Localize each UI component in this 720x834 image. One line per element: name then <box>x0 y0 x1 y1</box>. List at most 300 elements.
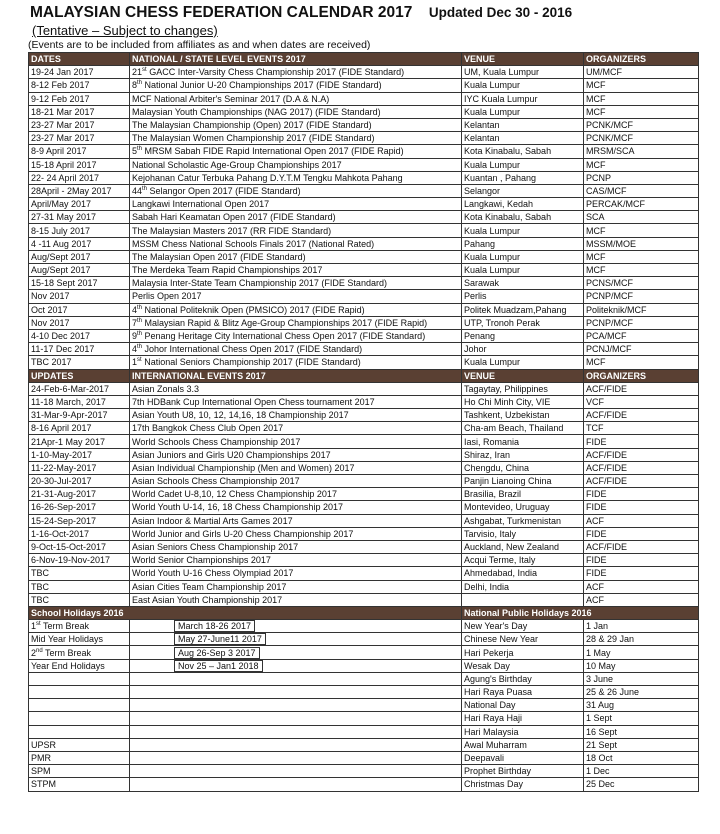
school-holiday-dates <box>130 620 462 633</box>
event-organizer: MCF <box>584 79 699 92</box>
event-name-text: GACC Inter-Varsity Chess Championship 2017 (FIDE Standard) <box>146 67 405 78</box>
school-holiday-label-text: UPSR <box>31 739 57 750</box>
event-venue: Shiraz, Iran <box>462 448 584 461</box>
event-name: World Senior Championships 2017 <box>130 554 462 567</box>
international-event-row <box>29 382 699 395</box>
event-name <box>130 132 462 145</box>
event-venue: Langkawi, Kedah <box>462 198 584 211</box>
event-name-text: MCF National Arbiter's Seminar 2017 (D.A & N.A) <box>132 93 330 104</box>
national-event-row <box>29 184 699 197</box>
public-holiday-date: 25 Dec <box>584 778 699 791</box>
public-holiday-name: Wesak Day <box>462 659 584 672</box>
event-name <box>130 118 462 131</box>
event-venue: Ho Chi Minh City, VIE <box>462 395 584 408</box>
national-event-row <box>29 92 699 105</box>
international-event-row <box>29 475 699 488</box>
international-event-row <box>29 422 699 435</box>
school-holiday-label-ordinal-suffix: nd <box>36 647 43 654</box>
event-venue: Kota Kinabalu, Sabah <box>462 145 584 158</box>
event-name-ordinal-suffix: st <box>137 357 142 364</box>
holidays-header-row <box>29 606 699 619</box>
event-date: Aug/Sept 2017 <box>29 264 130 277</box>
event-date: 22- 24 April 2017 <box>29 171 130 184</box>
event-name <box>130 171 462 184</box>
event-name-ordinal-suffix: th <box>137 344 143 351</box>
public-holiday-date: 10 May <box>584 659 699 672</box>
event-name: World Cadet U-8,10, 12 Chess Championship 2017 <box>130 488 462 501</box>
event-organizer: ACF/FIDE <box>584 461 699 474</box>
event-organizer: PCNS/MCF <box>584 277 699 290</box>
event-organizer: PCNK/MCF <box>584 132 699 145</box>
school-holiday-label <box>29 686 130 699</box>
event-organizer: PERCAK/MCF <box>584 198 699 211</box>
event-date: 28April - 2May 2017 <box>29 184 130 197</box>
school-holiday-label-text: Year End Holidays <box>31 660 105 671</box>
event-name <box>130 329 462 342</box>
event-name-text: Malaysian Rapid & Blitz Age-Group Championships 2017 (FIDE Rapid) <box>142 317 428 328</box>
school-holiday-label <box>29 646 130 659</box>
public-holiday-name: Agung's Birthday <box>462 672 584 685</box>
event-venue: Delhi, India <box>462 580 584 593</box>
event-organizer: ACF <box>584 580 699 593</box>
event-venue: Iasi, Romania <box>462 435 584 448</box>
holiday-row <box>29 751 699 764</box>
event-name-text: National Seniors Championship 2017 (FIDE Standard) <box>141 357 361 368</box>
event-date: Nov 2017 <box>29 316 130 329</box>
event-organizer: FIDE <box>584 527 699 540</box>
event-date: 18-21 Mar 2017 <box>29 105 130 118</box>
event-name <box>130 343 462 356</box>
school-holiday-dates <box>130 633 462 646</box>
holiday-row <box>29 699 699 712</box>
school-holiday-dates <box>130 765 462 778</box>
event-name-text: Sabah Hari Keamatan Open 2017 (FIDE Standard) <box>132 212 336 223</box>
event-name-ordinal-suffix: th <box>137 304 143 311</box>
national-event-row <box>29 290 699 303</box>
national-event-row <box>29 118 699 131</box>
event-name: Asian Seniors Chess Championship 2017 <box>130 540 462 553</box>
holiday-row <box>29 778 699 791</box>
public-holiday-name: Hari Pekerja <box>462 646 584 659</box>
event-date: 15-24-Sep-2017 <box>29 514 130 527</box>
school-holiday-label <box>29 712 130 725</box>
public-holiday-date: 3 June <box>584 672 699 685</box>
event-name: World Youth U-14, 16, 18 Chess Championship 2017 <box>130 501 462 514</box>
event-name-text: Malaysian Youth Championships (NAG 2017) (FIDE Standard) <box>132 106 381 117</box>
holiday-row <box>29 646 699 659</box>
event-venue: Politek Muadzam,Pahang <box>462 303 584 316</box>
event-organizer: MCF <box>584 356 699 369</box>
event-name-text: MRSM Sabah FIDE Rapid International Open 2017 (FIDE Rapid) <box>142 146 404 157</box>
event-date: 20-30-Jul-2017 <box>29 475 130 488</box>
school-holiday-dates <box>130 712 462 725</box>
international-header-organizers: ORGANIZERS <box>584 369 699 382</box>
event-name <box>130 184 462 197</box>
event-date: 4 -11 Aug 2017 <box>29 237 130 250</box>
event-date: 9-12 Feb 2017 <box>29 92 130 105</box>
event-venue: Kuala Lumpur <box>462 356 584 369</box>
national-event-row <box>29 356 699 369</box>
school-holiday-label <box>29 672 130 685</box>
holiday-row <box>29 659 699 672</box>
public-holiday-name: Hari Raya Haji <box>462 712 584 725</box>
national-header-venue: VENUE <box>462 53 584 66</box>
international-event-row <box>29 540 699 553</box>
event-name: Asian Indoor & Martial Arts Games 2017 <box>130 514 462 527</box>
event-date: 23-27 Mar 2017 <box>29 132 130 145</box>
event-organizer: FIDE <box>584 501 699 514</box>
national-event-row <box>29 145 699 158</box>
school-holiday-date-box: Nov 25 – Jan1 2018 <box>174 660 263 672</box>
event-name <box>130 66 462 79</box>
public-holiday-date: 1 May <box>584 646 699 659</box>
public-holiday-name: National Day <box>462 699 584 712</box>
event-date: 9-Oct-15-Oct-2017 <box>29 540 130 553</box>
national-event-row <box>29 79 699 92</box>
event-name-ordinal: 4 <box>132 344 138 355</box>
school-holiday-label <box>29 659 130 672</box>
event-organizer: MCF <box>584 105 699 118</box>
event-organizer: MCF <box>584 264 699 277</box>
event-organizer: PCA/MCF <box>584 329 699 342</box>
event-name-text: The Malaysian Women Championship 2017 (FIDE Standard) <box>132 133 375 144</box>
event-date: TBC 2017 <box>29 356 130 369</box>
international-event-row <box>29 395 699 408</box>
event-date: 8-9 April 2017 <box>29 145 130 158</box>
event-venue: Tarvisio, Italy <box>462 527 584 540</box>
school-holiday-dates <box>130 699 462 712</box>
event-name <box>130 105 462 118</box>
school-holiday-dates <box>130 725 462 738</box>
event-date: 15-18 Sept 2017 <box>29 277 130 290</box>
event-name <box>130 237 462 250</box>
event-venue: Kuala Lumpur <box>462 250 584 263</box>
event-venue: UTP, Tronoh Perak <box>462 316 584 329</box>
public-holiday-name: Deepavali <box>462 751 584 764</box>
event-venue: Brasilia, Brazil <box>462 488 584 501</box>
event-date: April/May 2017 <box>29 198 130 211</box>
event-name-text: Johor International Chess Open 2017 (FIDE Standard) <box>142 344 363 355</box>
event-name: World Youth U-16 Chess Olympiad 2017 <box>130 567 462 580</box>
event-name-text: National Politeknik Open (PMSICO) 2017 (FIDE Rapid) <box>142 304 365 315</box>
event-venue: Pahang <box>462 237 584 250</box>
event-name-ordinal: 7 <box>132 317 138 328</box>
event-name-text: MSSM Chess National Schools Finals 2017 (National Rated) <box>132 238 375 249</box>
calendar-table <box>28 52 699 792</box>
event-name-text: Perlis Open 2017 <box>132 291 202 302</box>
event-name: Asian Zonals 3.3 <box>130 382 462 395</box>
event-name-ordinal: 8 <box>132 80 138 91</box>
event-name: 7th HDBank Cup International Open Chess tournament 2017 <box>130 395 462 408</box>
event-venue: UM, Kuala Lumpur <box>462 66 584 79</box>
event-name <box>130 290 462 303</box>
national-header-organizers: ORGANIZERS <box>584 53 699 66</box>
event-date: 15-18 April 2017 <box>29 158 130 171</box>
event-name-ordinal-suffix: st <box>142 67 147 74</box>
holiday-row <box>29 633 699 646</box>
event-date: 19-24 Jan 2017 <box>29 66 130 79</box>
event-date: 11-22-May-2017 <box>29 461 130 474</box>
event-venue: IYC Kuala Lumpur <box>462 92 584 105</box>
school-holiday-label <box>29 699 130 712</box>
events-note: (Events are to be included from affiliates as and when dates are received) <box>28 39 371 51</box>
event-name <box>130 250 462 263</box>
event-date: 8-15 July 2017 <box>29 224 130 237</box>
event-venue: Kuala Lumpur <box>462 105 584 118</box>
page-title: MALAYSIAN CHESS FEDERATION CALENDAR 2017 <box>30 4 413 21</box>
international-event-row <box>29 448 699 461</box>
international-header-row <box>29 369 699 382</box>
public-holiday-date: 16 Sept <box>584 725 699 738</box>
holiday-row <box>29 738 699 751</box>
national-event-row <box>29 316 699 329</box>
event-venue: Panjin Lianoing China <box>462 475 584 488</box>
national-event-row <box>29 105 699 118</box>
event-organizer: FIDE <box>584 567 699 580</box>
event-organizer: PCNP <box>584 171 699 184</box>
event-organizer: ACF/FIDE <box>584 540 699 553</box>
event-name-text: Langkawi International Open 2017 <box>132 199 270 210</box>
event-venue: Kuala Lumpur <box>462 79 584 92</box>
event-date: 23-27 Mar 2017 <box>29 118 130 131</box>
school-holiday-label <box>29 725 130 738</box>
event-name-text: The Malaysian Masters 2017 (RR FIDE Standard) <box>132 225 332 236</box>
updated-date: Updated Dec 30 - 2016 <box>428 5 573 20</box>
school-holiday-label-text: STPM <box>31 779 57 790</box>
event-date: 16-26-Sep-2017 <box>29 501 130 514</box>
event-venue: Kuantan , Pahang <box>462 171 584 184</box>
holiday-row <box>29 765 699 778</box>
public-holiday-date: 28 & 29 Jan <box>584 633 699 646</box>
event-name-ordinal: 44 <box>132 185 143 196</box>
national-event-row <box>29 277 699 290</box>
event-venue: Perlis <box>462 290 584 303</box>
event-venue: Auckland, New Zealand <box>462 540 584 553</box>
school-holiday-dates <box>130 751 462 764</box>
public-holiday-date: 31 Aug <box>584 699 699 712</box>
event-name-text: Kejohanan Catur Terbuka Pahang D.Y.T.M Tengku Mahkota Pahang <box>132 172 403 183</box>
public-holiday-date: 1 Jan <box>584 620 699 633</box>
event-name-text: National Scholastic Age-Group Championships 2017 <box>132 159 342 170</box>
event-venue: Sarawak <box>462 277 584 290</box>
national-event-row <box>29 158 699 171</box>
international-event-row <box>29 567 699 580</box>
school-holiday-label-text: PMR <box>31 753 51 764</box>
school-holiday-dates <box>130 738 462 751</box>
event-organizer: MCF <box>584 158 699 171</box>
public-holiday-name: Christmas Day <box>462 778 584 791</box>
international-event-row <box>29 488 699 501</box>
event-organizer: UM/MCF <box>584 66 699 79</box>
event-name <box>130 211 462 224</box>
school-holiday-date-box: Aug 26-Sep 3 2017 <box>174 647 260 659</box>
school-holiday-dates <box>130 646 462 659</box>
event-name-text: Penang Heritage City International Chess Open 2017 (FIDE Standard) <box>142 331 426 342</box>
event-name-ordinal: 9 <box>132 331 138 342</box>
page-subtitle: (Tentative – Subject to changes) <box>32 23 218 38</box>
event-venue: Montevideo, Uruguay <box>462 501 584 514</box>
event-name <box>130 158 462 171</box>
event-name <box>130 303 462 316</box>
national-event-row <box>29 198 699 211</box>
international-event-row <box>29 554 699 567</box>
event-name-ordinal: 5 <box>132 146 138 157</box>
national-event-row <box>29 66 699 79</box>
event-venue: Ahmedabad, India <box>462 567 584 580</box>
national-event-row <box>29 132 699 145</box>
school-holiday-label-text: SPM <box>31 766 51 777</box>
event-name-text: Malaysia Inter-State Team Championship 2017 (FIDE Standard) <box>132 278 387 289</box>
public-holiday-date: 25 & 26 June <box>584 686 699 699</box>
national-event-row <box>29 264 699 277</box>
event-organizer: PCNJ/MCF <box>584 343 699 356</box>
event-date: 31-Mar-9-Apr-2017 <box>29 409 130 422</box>
event-date: 11-18 March, 2017 <box>29 395 130 408</box>
school-holiday-label-text: Term Break <box>42 647 92 658</box>
international-event-row <box>29 435 699 448</box>
school-holiday-label-ordinal: 2 <box>31 647 37 658</box>
event-name <box>130 145 462 158</box>
event-venue: Kota Kinabalu, Sabah <box>462 211 584 224</box>
event-date: 4-10 Dec 2017 <box>29 329 130 342</box>
event-organizer: MCF <box>584 92 699 105</box>
event-date: 27-31 May 2017 <box>29 211 130 224</box>
national-event-row <box>29 329 699 342</box>
national-event-row <box>29 343 699 356</box>
national-header-dates: DATES <box>29 53 130 66</box>
event-venue: Kelantan <box>462 118 584 131</box>
event-name-text: Selangor Open 2017 (FIDE Standard) <box>147 185 301 196</box>
event-organizer: Politeknik/MCF <box>584 303 699 316</box>
event-venue: Kuala Lumpur <box>462 264 584 277</box>
event-date: Oct 2017 <box>29 303 130 316</box>
event-date: 11-17 Dec 2017 <box>29 343 130 356</box>
international-header-events: INTERNATIONAL EVENTS 2017 <box>130 369 462 382</box>
event-name-ordinal: 21 <box>132 67 143 78</box>
event-name: Asian Cities Team Championship 2017 <box>130 580 462 593</box>
event-organizer: SCA <box>584 211 699 224</box>
event-name-text: The Merdeka Team Rapid Championships 2017 <box>132 265 323 276</box>
event-date: 1-16-Oct-2017 <box>29 527 130 540</box>
event-name: World Schools Chess Championship 2017 <box>130 435 462 448</box>
public-holiday-date: 21 Sept <box>584 738 699 751</box>
event-date: Aug/Sept 2017 <box>29 250 130 263</box>
school-holiday-date-box: March 18-26 2017 <box>174 620 255 632</box>
school-holiday-label <box>29 765 130 778</box>
international-event-row <box>29 593 699 606</box>
event-date: 8-12 Feb 2017 <box>29 79 130 92</box>
event-date: 1-10-May-2017 <box>29 448 130 461</box>
event-date: 21-31-Aug-2017 <box>29 488 130 501</box>
event-name: Asian Juniors and Girls U20 Championships 2017 <box>130 448 462 461</box>
school-holiday-label <box>29 620 130 633</box>
event-name <box>130 264 462 277</box>
school-holiday-date-box: May 27-June11 2017 <box>174 633 266 645</box>
event-name-ordinal: 4 <box>132 304 138 315</box>
school-holidays-title: School Holidays 2016 <box>29 606 462 619</box>
event-organizer: ACF <box>584 593 699 606</box>
national-header-events: NATIONAL / STATE LEVEL EVENTS 2017 <box>130 53 462 66</box>
national-event-row <box>29 211 699 224</box>
school-holiday-dates <box>130 659 462 672</box>
school-holiday-label-text: Mid Year Holidays <box>31 634 104 645</box>
page-header <box>30 4 572 22</box>
international-event-row <box>29 580 699 593</box>
event-organizer: VCF <box>584 395 699 408</box>
event-name <box>130 79 462 92</box>
public-holiday-name: Hari Raya Puasa <box>462 686 584 699</box>
event-organizer: PCNP/MCF <box>584 290 699 303</box>
event-organizer: ACF/FIDE <box>584 448 699 461</box>
event-name-ordinal: 1 <box>132 357 138 368</box>
event-venue: Kuala Lumpur <box>462 158 584 171</box>
event-name: Asian Schools Chess Championship 2017 <box>130 475 462 488</box>
event-name <box>130 356 462 369</box>
event-venue: Cha-am Beach, Thailand <box>462 422 584 435</box>
public-holiday-name: Hari Malaysia <box>462 725 584 738</box>
holiday-row <box>29 672 699 685</box>
event-venue: Kuala Lumpur <box>462 224 584 237</box>
event-date: 6-Nov-19-Nov-2017 <box>29 554 130 567</box>
event-name: East Asian Youth Championship 2017 <box>130 593 462 606</box>
international-header-venue: VENUE <box>462 369 584 382</box>
event-date: TBC <box>29 593 130 606</box>
event-venue: Chengdu, China <box>462 461 584 474</box>
event-venue: Penang <box>462 329 584 342</box>
event-name: World Junior and Girls U-20 Chess Championship 2017 <box>130 527 462 540</box>
school-holiday-dates <box>130 686 462 699</box>
event-name <box>130 198 462 211</box>
international-event-row <box>29 514 699 527</box>
public-holiday-date: 1 Dec <box>584 765 699 778</box>
national-event-row <box>29 303 699 316</box>
event-name-ordinal-suffix: th <box>142 185 148 192</box>
holiday-row <box>29 620 699 633</box>
event-organizer: MCF <box>584 224 699 237</box>
event-organizer: FIDE <box>584 435 699 448</box>
event-organizer: PCNP/MCF <box>584 316 699 329</box>
international-event-row <box>29 409 699 422</box>
school-holiday-label <box>29 778 130 791</box>
event-name-ordinal-suffix: th <box>137 331 143 338</box>
event-date: TBC <box>29 580 130 593</box>
event-name <box>130 316 462 329</box>
event-name <box>130 224 462 237</box>
event-organizer: MRSM/SCA <box>584 145 699 158</box>
national-header-row <box>29 53 699 66</box>
international-event-row <box>29 501 699 514</box>
event-name <box>130 92 462 105</box>
event-organizer: CAS/MCF <box>584 184 699 197</box>
event-date: Nov 2017 <box>29 290 130 303</box>
school-holiday-label-ordinal: 1 <box>31 621 37 632</box>
public-holiday-name: Awal Muharram <box>462 738 584 751</box>
event-venue: Johor <box>462 343 584 356</box>
event-organizer: PCNK/MCF <box>584 118 699 131</box>
public-holiday-name: New Year's Day <box>462 620 584 633</box>
school-holiday-label-ordinal-suffix: st <box>36 621 41 628</box>
public-holiday-name: Chinese New Year <box>462 633 584 646</box>
event-organizer: TCF <box>584 422 699 435</box>
event-name-text: The Malaysian Open 2017 (FIDE Standard) <box>132 251 306 262</box>
event-venue: Selangor <box>462 184 584 197</box>
school-holiday-label <box>29 738 130 751</box>
event-organizer: MSSM/MOE <box>584 237 699 250</box>
event-venue: Tashkent, Uzbekistan <box>462 409 584 422</box>
school-holiday-label <box>29 751 130 764</box>
holiday-row <box>29 712 699 725</box>
public-holiday-name: Prophet Birthday <box>462 765 584 778</box>
